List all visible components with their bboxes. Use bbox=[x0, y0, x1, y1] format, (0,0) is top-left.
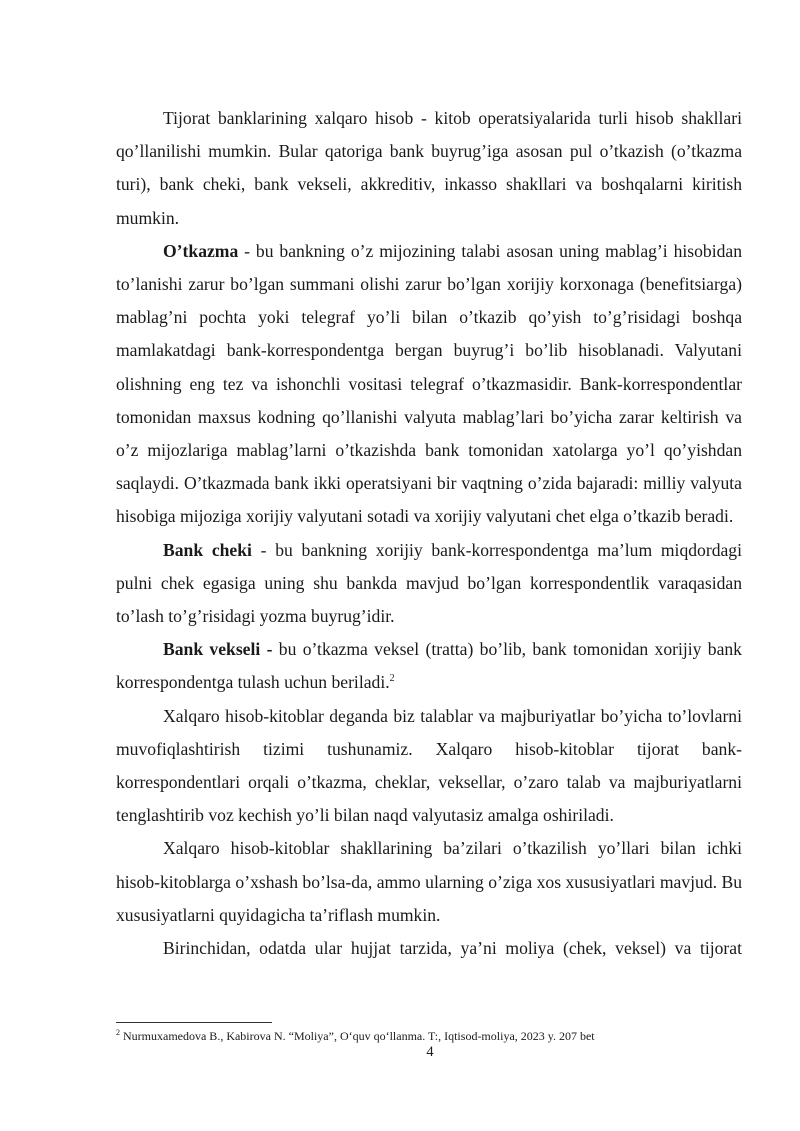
footnote-reference[interactable]: 2 bbox=[389, 673, 395, 685]
paragraph-text: - bu bankning xorijiy bank-korrespondentga ma’lum miqdordagi pulni chek egasiga uning shu bankda mavjud bo’lgan korrespondentlik varaqasidan to’lash to’g’risidagi yozma buyrug’idir. bbox=[116, 539, 742, 627]
paragraph-text: Birinchidan, odatda ular hujjat tarzida, ya’ni moliya (chek, veksel) va tijorat bbox=[163, 938, 742, 959]
paragraph-text: Xalqaro hisob-kitoblar deganda biz talablar va majburiyatlar bo’yicha to’lovlarni muvofiqlashtirish tizimi tushunamiz. Xalqaro hisob-kitoblar tijorat bank-korrespondentlari orqali o’tkazma, cheklar, veksellar, o’zaro talab va majburiyatlarni tenglashtirib voz kechish yo’li bilan naqd valyutasiz amalga oshiriladi. bbox=[116, 705, 742, 826]
paragraph-xususiyatlar bbox=[116, 832, 742, 932]
footnote-separator bbox=[116, 1022, 272, 1023]
term-otkazma: O’tkazma bbox=[163, 240, 239, 261]
body-text bbox=[116, 102, 742, 965]
paragraph-intro bbox=[116, 102, 742, 235]
paragraph-otkazma bbox=[116, 235, 742, 534]
paragraph-bank-cheki bbox=[116, 534, 742, 634]
footnote-text: Nurmuxamedova B., Kabirova N. “Moliya”, O‘quv qo‘llanma. T:, Iqtisod-moliya, 2023 y. 207 bet bbox=[120, 1029, 595, 1043]
term-bank-vekseli: Bank vekseli - bbox=[163, 639, 273, 660]
paragraph-xalqaro-hisob bbox=[116, 700, 742, 833]
paragraph-bank-vekseli bbox=[116, 633, 742, 699]
footnote-number: 2 bbox=[116, 1028, 120, 1037]
paragraph-text: Xalqaro hisob-kitoblar shakllarining ba’zilari o’tkazilish yo’llari bilan ichki hisob-kitoblarga o’xshash bo’lsa-da, ammo ularning o’ziga xos xususiyatlari mavjud. Bu xususiyatlarni quyidagicha ta’riflash mumkin. bbox=[116, 838, 742, 925]
paragraph-text: bu o’tkazma veksel (tratta) bo’lib, bank tomonidan xorijiy bank korrespondentga tulash uchun beriladi. bbox=[116, 639, 742, 693]
page-number: 4 bbox=[426, 1044, 434, 1060]
footnote bbox=[116, 1028, 756, 1044]
paragraph-text: - bu bankning o’z mijozining talabi asosan uning mablag’i hisobidan to’lanishi zarur bo’lgan summani olishi zarur bo’lgan xorijiy korxonaga (benefitsiarga) mablag’ni pochta yoki telegraf yo’li bilan o’tkazib qo’yish to’g’risidagi boshqa mamlakatdagi bank-korrespondentga bergan buyrug’i bo’lib hisoblanadi. Valyutani olishning eng tez va ishonchli vositasi telegraf o’tkazmasidir. Bank-korrespondentlar tomonidan maxsus kodning qo’llanishi valyuta mablag’lari bo’yicha zarar keltirish va o’z mijozlariga mablag’larni o’tkazishda bank tomonidan xatolarga yo’l qo’yishdan saqlaydi. O’tkazmada bank ikki operatsiyani bir vaqtning o’zida bajaradi: milliy valyuta hisobiga mijoziga xorijiy valyutani sotadi va xorijiy valyutani chet elga o’tkazib beradi. bbox=[116, 240, 742, 527]
term-bank-cheki: Bank cheki bbox=[163, 539, 252, 560]
paragraph-birinchidan bbox=[116, 932, 742, 965]
paragraph-text: Tijorat banklarining xalqaro hisob - kitob operatsiyalarida turli hisob shakllari qo’llanilishi mumkin. Bular qatoriga bank buyrug’iga asosan pul o’tkazish (o’tkazma turi), bank cheki, bank vekseli, akkreditiv, inkasso shakllari va boshqalarni kiritish mumkin. bbox=[116, 108, 742, 228]
